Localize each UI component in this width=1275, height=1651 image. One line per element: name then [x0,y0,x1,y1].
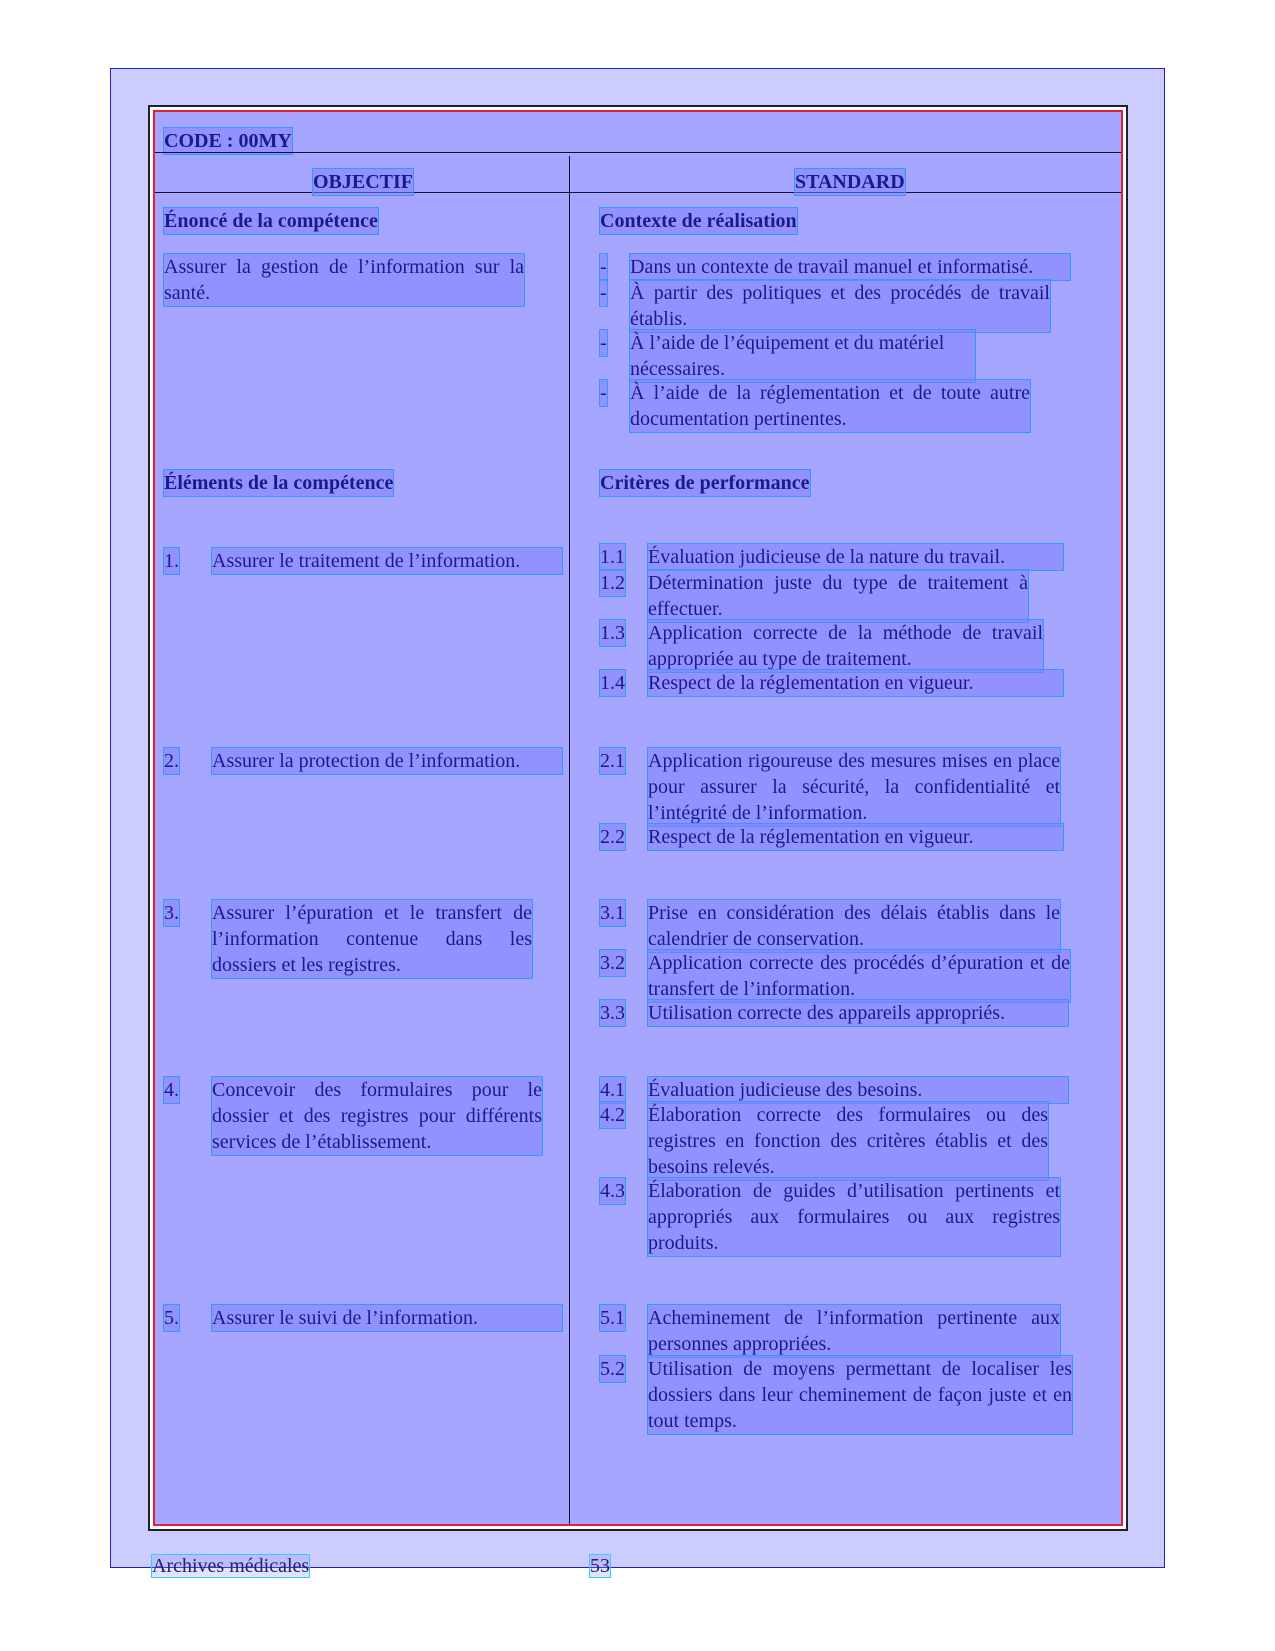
criterion-text: Application correcte de la méthode de travail appropriée au type de traitement. [648,622,1043,670]
element-text: Assurer la protection de l’information. [212,748,562,774]
criterion-number: 3.1 [600,902,625,924]
page-number: 53 [590,1555,610,1577]
element-number: 2. [164,750,179,772]
element-text: Concevoir des formulaires pour le dossier et des registres pour différents services de l’établissement. [212,1079,542,1153]
criteres-title: Critères de performance [600,472,810,494]
bullet-dash: - [600,256,607,278]
element-text: Assurer l’épuration et le transfert de l’information contenue dans les dossiers et les registres. [212,902,532,976]
criterion-number: 5.1 [600,1307,625,1329]
criterion-number: 4.1 [600,1079,625,1101]
criterion-text: Évaluation judicieuse de la nature du travail. [648,544,1063,570]
objective-header: OBJECTIF [313,171,414,193]
footer-title: Archives médicales [152,1555,310,1577]
criterion-number: 3.2 [600,952,625,974]
criterion-number: 4.3 [600,1180,625,1202]
criterion-text: Utilisation correcte des appareils appropriés. [648,1000,1068,1026]
criterion-text: Utilisation de moyens permettant de localiser les dossiers dans leur cheminement de façon juste et en tout temps. [648,1358,1072,1432]
contexte-title: Contexte de réalisation [600,210,797,232]
contexte-text: Dans un contexte de travail manuel et informatisé. [630,254,1070,280]
criterion-text: Élaboration de guides d’utilisation pertinents et appropriés aux formulaires ou aux registres produits. [648,1180,1060,1254]
criterion-number: 4.2 [600,1104,625,1126]
criterion-number: 1.2 [600,572,625,594]
enonce-title: Énoncé de la compétence [164,210,378,232]
code-label: CODE : 00MY [164,130,292,152]
contexte-text: À l’aide de l’équipement et du matériel nécessaires. [630,330,975,382]
competency-table [148,105,1128,1531]
element-number: 3. [164,902,179,924]
criterion-number: 1.1 [600,546,625,568]
criterion-number: 3.3 [600,1002,625,1024]
criterion-number: 1.4 [600,672,625,694]
element-text: Assurer le suivi de l’information. [212,1305,562,1331]
column-divider [569,156,570,1524]
criterion-text: Respect de la réglementation en vigueur. [648,670,1063,696]
criterion-text: Acheminement de l’information pertinente aux personnes appropriées. [648,1307,1060,1355]
criterion-text: Évaluation judicieuse des besoins. [648,1077,1068,1103]
criterion-number: 5.2 [600,1358,625,1380]
element-text: Assurer le traitement de l’information. [212,548,562,574]
bullet-dash: - [600,332,607,354]
criterion-text: Application rigoureuse des mesures mises en place pour assurer la sécurité, la confidentialité et l’intégrité de l’information. [648,750,1060,824]
contexte-text: À partir des politiques et des procédés de travail établis. [630,282,1050,330]
header-bottom-rule [155,192,1121,193]
criterion-text: Prise en considération des délais établis dans le calendrier de conservation. [648,902,1060,950]
criterion-text: Détermination juste du type de traitement à effectuer. [648,572,1028,620]
header-top-rule [155,152,1121,153]
criterion-text: Respect de la réglementation en vigueur. [648,824,1063,850]
elements-title: Éléments de la compétence [164,472,394,494]
contexte-text: À l’aide de la réglementation et de toute autre documentation pertinentes. [630,382,1030,430]
enonce-text: Assurer la gestion de l’information sur la santé. [164,256,524,304]
bullet-dash: - [600,382,607,404]
element-number: 5. [164,1307,179,1329]
criterion-text: Application correcte des procédés d’épuration et de transfert de l’information. [648,952,1070,1000]
standard-header: STANDARD [795,171,905,193]
element-number: 1. [164,550,179,572]
criterion-number: 2.2 [600,826,625,848]
criterion-number: 1.3 [600,622,625,644]
competency-table-inner [153,110,1123,1526]
criterion-text: Élaboration correcte des formulaires ou des registres en fonction des critères établis et des besoins relevés. [648,1104,1048,1178]
criterion-number: 2.1 [600,750,625,772]
bullet-dash: - [600,282,607,304]
element-number: 4. [164,1079,179,1101]
